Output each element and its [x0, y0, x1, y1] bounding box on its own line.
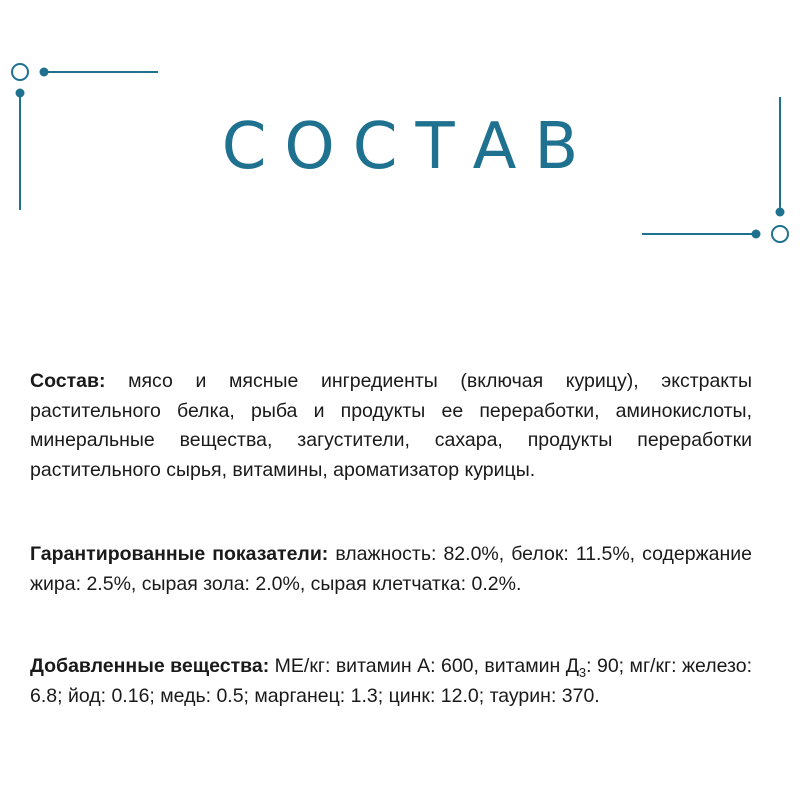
- guaranteed-paragraph: [30, 540, 752, 599]
- composition-label: Состав:: [30, 370, 106, 392]
- additives-text-after: : 90; мг/кг: железо: 6.8; йод: 0.16; медь: 0.5; марганец: 1.3; цинк: 12.0; таурин: 370.: [30, 655, 752, 707]
- corner-dot-top-left-h: [40, 68, 49, 77]
- guaranteed-text: влажность: 82.0%, белок: 11.5%, содержание жира: 2.5%, сырая зола: 2.0%, сырая клетчатка: 0.2%.: [30, 543, 752, 595]
- corner-dot-bottom-right-h: [752, 230, 761, 239]
- additives-subscript: 3: [578, 664, 587, 680]
- corner-ring-top-left: [12, 64, 28, 80]
- additives-paragraph: [30, 652, 752, 711]
- composition-text: мясо и мясные ингредиенты (включая курицу), экстракты растительного белка, рыба и продукты ее переработки, аминокислоты, минеральные вещества, загустители, сахара, продукты переработки растительного сырья, витамины, ароматизатор курицы.: [30, 370, 753, 481]
- additives-label: Добавленные вещества:: [30, 655, 270, 677]
- guaranteed-label: Гарантированные показатели:: [30, 543, 329, 565]
- page-title: СОСТАВ: [221, 110, 597, 184]
- composition-paragraph: [30, 367, 752, 485]
- corner-ring-bottom-right: [772, 226, 788, 242]
- corner-dot-top-left-v: [16, 89, 25, 98]
- corner-dot-bottom-right-v: [776, 208, 785, 217]
- additives-text-before: МЕ/кг: витамин А: 600, витамин Д: [274, 655, 579, 677]
